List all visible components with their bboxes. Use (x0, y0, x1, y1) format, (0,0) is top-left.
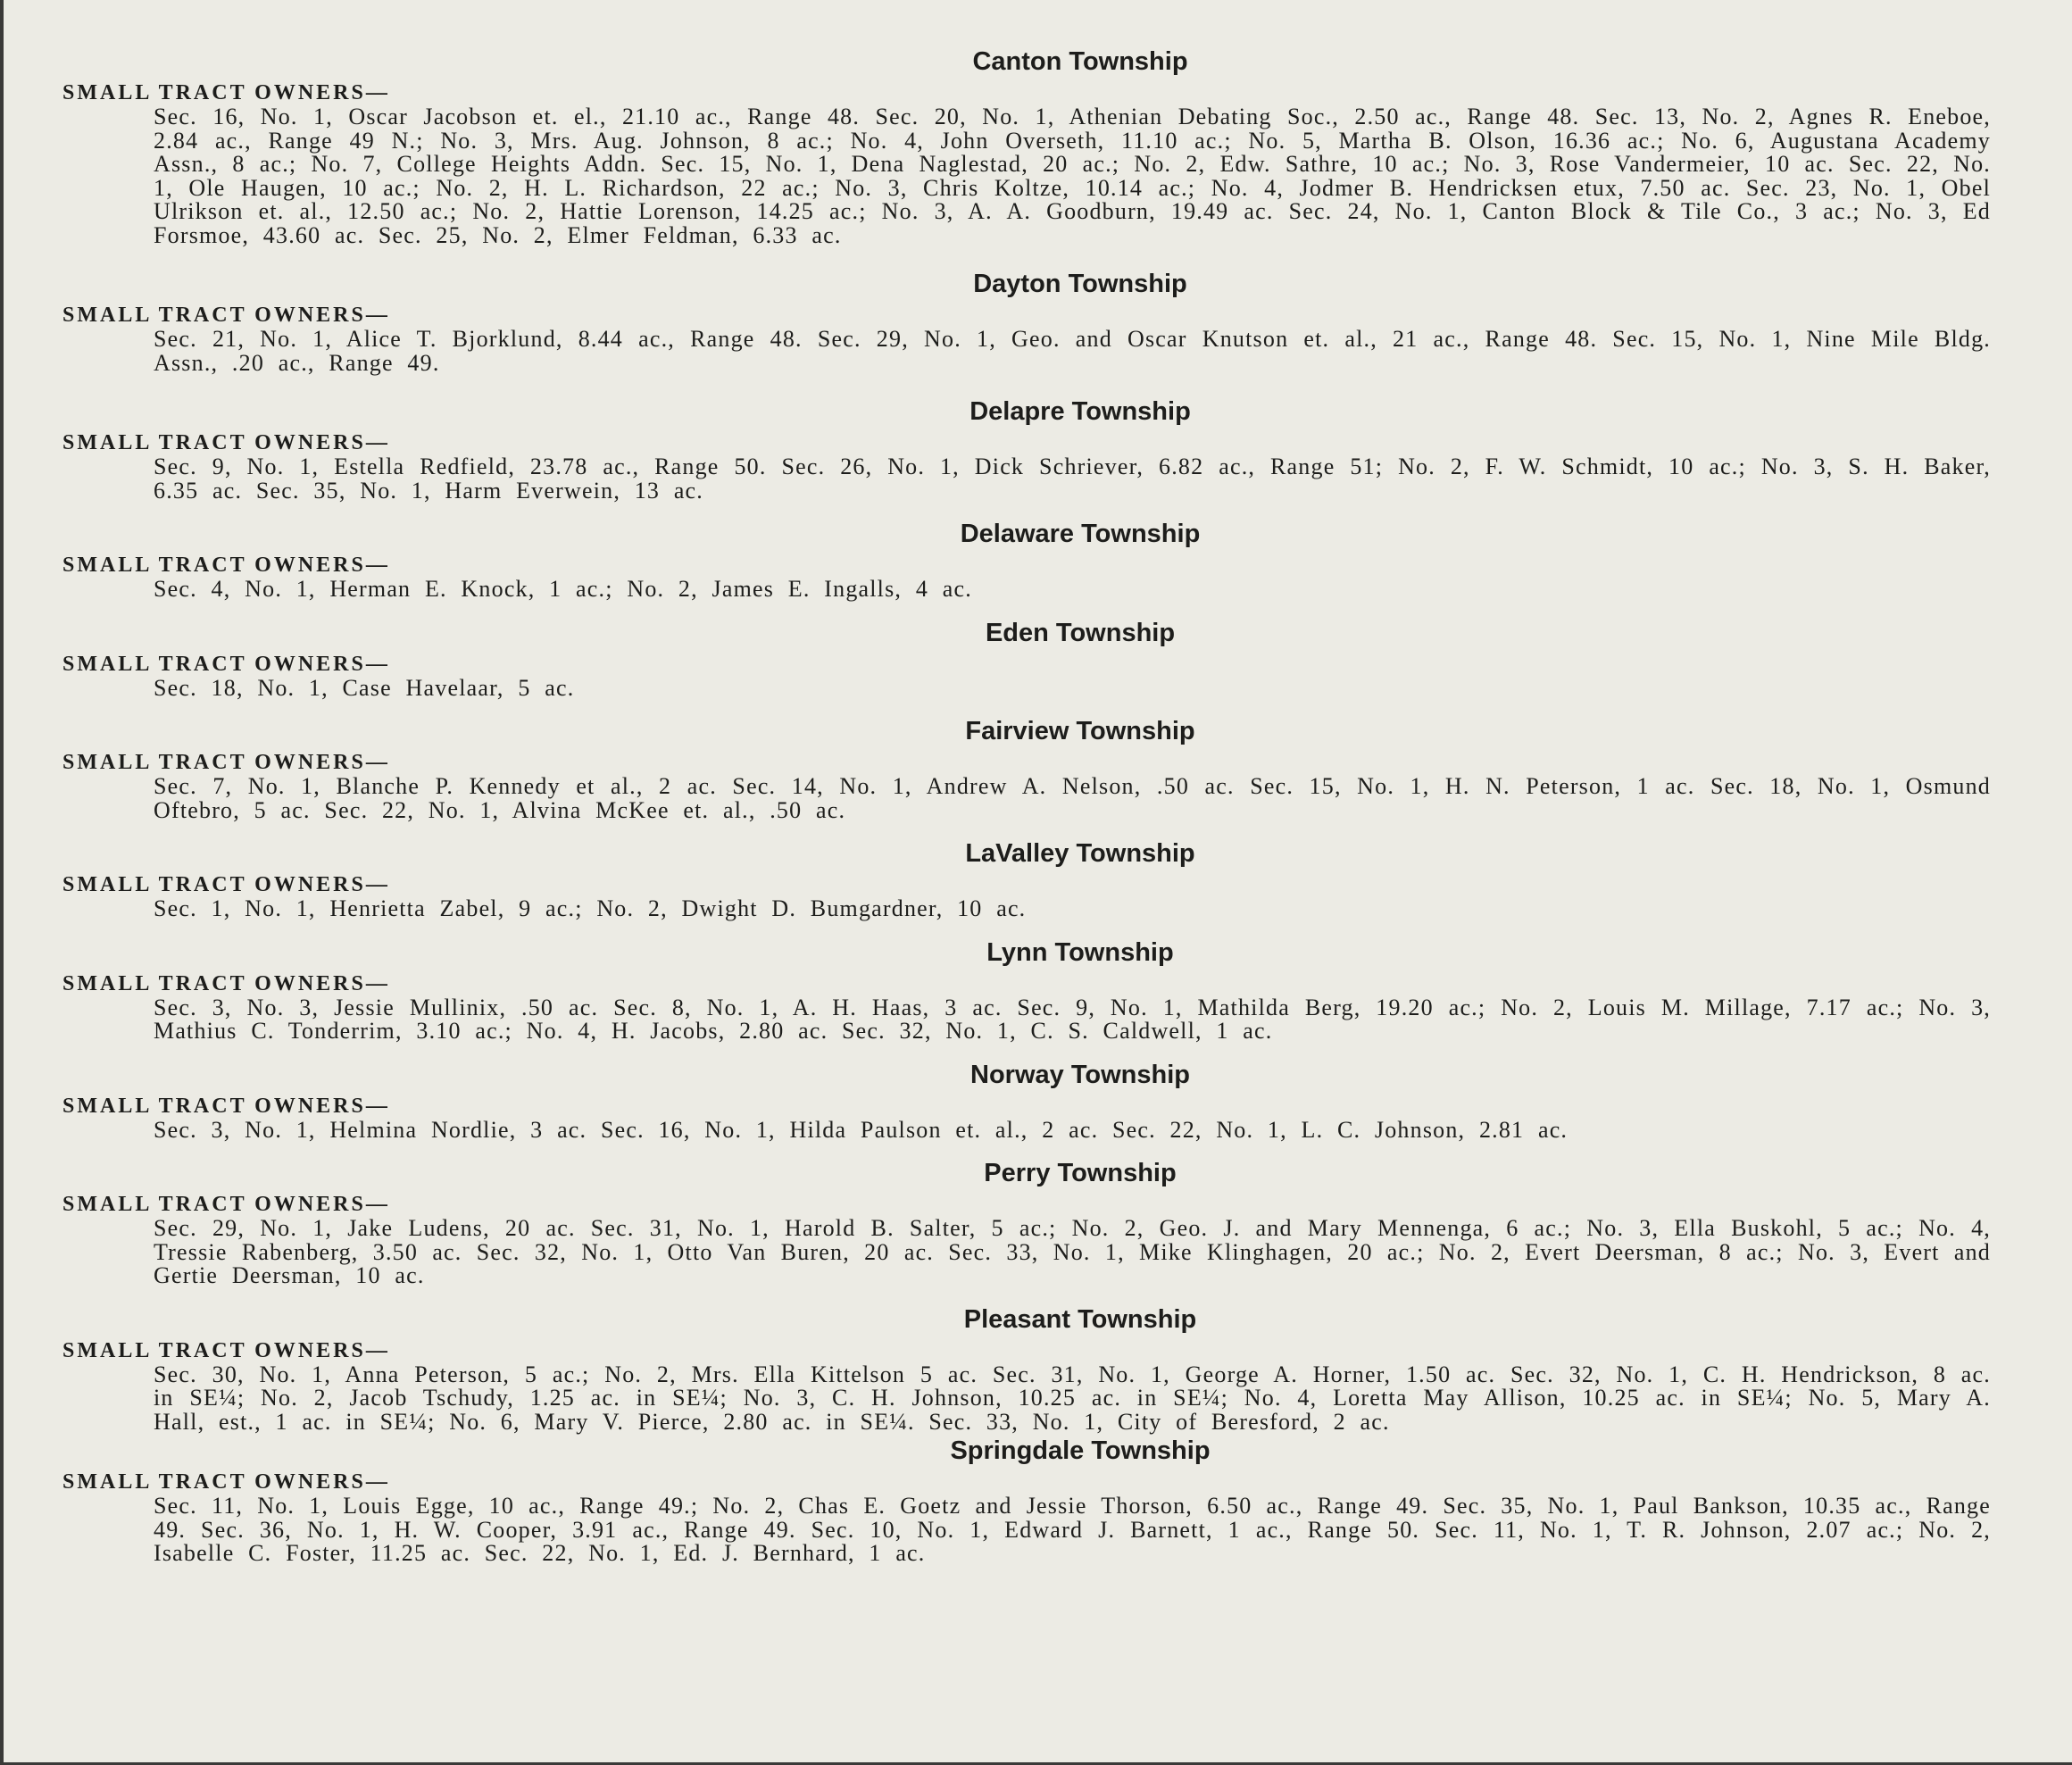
tract-entries: Sec. 21, No. 1, Alice T. Bjorklund, 8.44 ac., Range 48. Sec. 29, No. 1, Geo. and Oscar Knutson et. al., 21 ac., Range 48. Sec. 15, No. 1, Nine Mile Bldg. Assn., .20 ac., Range 49. (154, 326, 1991, 376)
tract-entries: Sec. 7, No. 1, Blanche P. Kennedy et al., 2 ac. Sec. 14, No. 1, Andrew A. Nelson, .50 ac. Sec. 15, No. 1, H. N. Peterson, 1 ac. Sec. 18, No. 1, Osmund Oftebro, 5 ac. Sec. 22, No. 1, Alvina McKee et. al., .50 ac. (154, 773, 1991, 823)
township-section-delapre (62, 395, 1991, 503)
township-section-delaware (62, 517, 1991, 602)
tract-entries: Sec. 11, No. 1, Louis Egge, 10 ac., Range 49.; No. 2, Chas E. Goetz and Jessie Thorson, 6.50 ac., Range 49. Sec. 35, No. 1, Paul Bankson, 10.35 ac., Range 49. Sec. 36, No. 1, H. W. Cooper, 3.91 ac., Range 49. Sec. 10, No. 1, Edward J. Barnett, 1 ac., Range 50. Sec. 11, No. 1, T. R. Johnson, 2.07 ac.; No. 2, Isabelle C. Foster, 11.25 ac. Sec. 22, No. 1, Ed. J. Bernhard, 1 ac. (154, 1493, 1991, 1566)
township-title: Norway Township (970, 1060, 1190, 1089)
township-section-springdale (62, 1434, 1991, 1566)
page-left-border (0, 0, 4, 1765)
tract-entries: Sec. 30, No. 1, Anna Peterson, 5 ac.; No. 2, Mrs. Ella Kittelson 5 ac. Sec. 31, No. 1, George A. Horner, 1.50 ac. Sec. 32, No. 1, C. H. Hendrickson, 8 ac. in SE¼; No. 2, Jacob Tschudy, 1.25 ac. in SE¼; No. 3, C. H. Johnson, 10.25 ac. in SE¼; No. 4, Loretta May Allison, 10.25 ac. in SE¼; No. 5, Mary A. Hall, est., 1 ac. in SE¼; No. 6, Mary V. Pierce, 2.80 ac. in SE¼. Sec. 33, No. 1, City of Beresford, 2 ac. (154, 1361, 1991, 1435)
tract-heading: SMALL TRACT OWNERS— (62, 1094, 390, 1118)
township-section-perry (62, 1156, 1991, 1288)
township-title: Perry Township (984, 1159, 1177, 1187)
township-section-canton (62, 45, 1991, 247)
tract-entries: Sec. 4, No. 1, Herman E. Knock, 1 ac.; No. 2, James E. Ingalls, 4 ac. (154, 576, 972, 602)
tract-entries: Sec. 3, No. 1, Helmina Nordlie, 3 ac. Sec. 16, No. 1, Hilda Paulson et. al., 2 ac. Sec. 22, No. 1, L. C. Johnson, 2.81 ac. (154, 1116, 1569, 1143)
tract-heading: SMALL TRACT OWNERS— (62, 304, 390, 327)
township-title: Canton Township (972, 47, 1188, 76)
township-title: Eden Township (985, 618, 1176, 647)
township-title: Delapre Township (969, 397, 1191, 426)
township-title: Lynn Township (986, 937, 1174, 967)
tract-entries: Sec. 16, No. 1, Oscar Jacobson et. el., 21.10 ac., Range 48. Sec. 20, No. 1, Athenian Debating Soc., 2.50 ac., Range 48. Sec. 13, No. 2, Agnes R. Eneboe, 2.84 ac., Range 49 N.; No. 3, Mrs. Aug. Johnson, 8 ac.; No. 4, John Overseth, 11.10 ac.; No. 5, Martha B. Olson, 16.36 ac.; No. 6, Augustana Academy Assn., 8 ac.; No. 7, College Heights Addn. Sec. 15, No. 1, Dena Naglestad, 20 ac.; No. 2, Edw. Sathre, 10 ac.; No. 3, Rose Vandermeier, 10 ac. Sec. 22, No. 1, Ole Haugen, 10 ac.; No. 2, H. L. Richardson, 22 ac.; No. 3, Chris Koltze, 10.14 ac.; No. 4, Jodmer B. Hendricksen etux, 7.50 ac. Sec. 23, No. 1, Obel Ulrikson et. al., 12.50 ac.; No. 2, Hattie Lorenson, 14.25 ac.; No. 3, A. A. Goodburn, 19.49 ac. Sec. 24, No. 1, Canton Block & Tile Co., 3 ac.; No. 3, Ed Forsmoe, 43.60 ac. Sec. 25, No. 2, Elmer Feldman, 6.33 ac. (154, 104, 1991, 248)
tract-heading: SMALL TRACT OWNERS— (62, 1193, 390, 1216)
township-listing (62, 45, 1991, 1566)
tract-heading: SMALL TRACT OWNERS— (62, 1470, 390, 1494)
township-title: Delaware Township (960, 520, 1201, 548)
tract-entries: Sec. 18, No. 1, Case Havelaar, 5 ac. (154, 674, 575, 701)
tract-entries: Sec. 9, No. 1, Estella Redfield, 23.78 ac., Range 50. Sec. 26, No. 1, Dick Schriever, 6.82 ac., Range 51; No. 2, F. W. Schmidt, 10 ac.; No. 3, S. H. Baker, 6.35 ac. Sec. 35, No. 1, Harm Everwein, 13 ac. (154, 454, 1991, 504)
tract-heading: SMALL TRACT OWNERS— (62, 873, 390, 896)
tract-heading: SMALL TRACT OWNERS— (62, 431, 390, 454)
township-section-lavalley (62, 837, 1991, 921)
tract-heading: SMALL TRACT OWNERS— (62, 652, 390, 676)
tract-heading: SMALL TRACT OWNERS— (62, 751, 390, 774)
township-section-norway (62, 1058, 1991, 1143)
township-title: Fairview Township (965, 717, 1195, 745)
township-title: Springdale Township (950, 1436, 1211, 1465)
township-title: LaValley Township (965, 839, 1195, 868)
tract-entries: Sec. 29, No. 1, Jake Ludens, 20 ac. Sec. 31, No. 1, Harold B. Salter, 5 ac.; No. 2, Geo. J. and Mary Mennenga, 6 ac.; No. 3, Ella Buskohl, 5 ac.; No. 4, Tressie Rabenberg, 3.50 ac. Sec. 32, No. 1, Otto Van Buren, 20 ac. Sec. 33, No. 1, Mike Klinghagen, 20 ac.; No. 2, Evert Deersman, 8 ac.; No. 3, Evert and Gertie Deersman, 10 ac. (154, 1215, 1991, 1288)
tract-entries: Sec. 3, No. 3, Jessie Mullinix, .50 ac. Sec. 8, No. 1, A. H. Haas, 3 ac. Sec. 9, No. 1, Mathilda Berg, 19.20 ac.; No. 2, Louis M. Millage, 7.17 ac.; No. 3, Mathius C. Tonderrim, 3.10 ac.; No. 4, H. Jacobs, 2.80 ac. Sec. 32, No. 1, C. S. Caldwell, 1 ac. (154, 994, 1991, 1044)
township-section-pleasant (62, 1303, 1991, 1435)
tract-heading: SMALL TRACT OWNERS— (62, 971, 390, 995)
township-section-dayton (62, 267, 1991, 375)
tract-heading: SMALL TRACT OWNERS— (62, 554, 390, 577)
township-section-eden (62, 616, 1991, 701)
tract-heading: SMALL TRACT OWNERS— (62, 1338, 390, 1362)
township-section-lynn (62, 936, 1991, 1044)
township-title: Pleasant Township (963, 1304, 1197, 1334)
township-title: Dayton Township (973, 270, 1187, 298)
tract-heading: SMALL TRACT OWNERS— (62, 81, 390, 104)
tract-entries: Sec. 1, No. 1, Henrietta Zabel, 9 ac.; No. 2, Dwight D. Bumgardner, 10 ac. (154, 895, 1027, 921)
township-section-fairview (62, 714, 1991, 822)
